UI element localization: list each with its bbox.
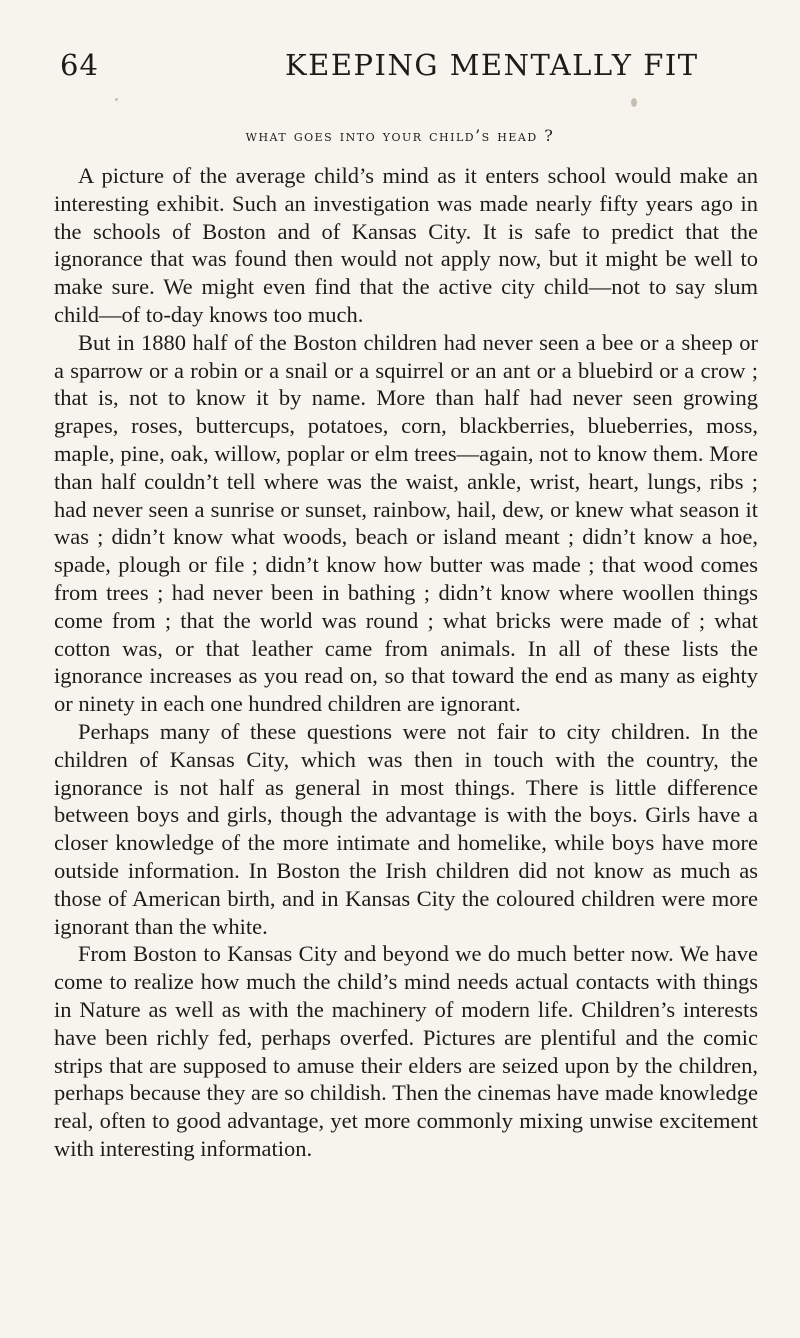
paragraph-4: From Boston to Kansas City and beyond we do much better now. We have come to realize how much the child’s mind needs actual contacts with things in Nature as well as with the machinery of modern life. Children’s interests have been richly fed, perhaps overfed. Pictures are plentiful and the comic strips that are supposed to amuse their elders are seized upon by the children, perhaps because they are so childish. Then the cinemas have made knowledge real, often to good advantage, yet more commonly mixing unwise excitement with interesting information.: [54, 941, 758, 1161]
body-text: [54, 162, 758, 1163]
running-head: [60, 48, 730, 88]
section-heading: what goes into your child’s head ?: [245, 126, 555, 145]
paper-speck: [631, 98, 637, 107]
paragraph-2: But in 1880 half of the Boston children had never seen a bee or a sheep or a sparrow or a robin or a snail or a squirrel or an ant or a bluebird or a crow ; that is, not to know it by name. More than half had never seen growing grapes, roses, buttercups, potatoes, corn, blackberries, blueberries, moss, maple, pine, oak, willow, poplar or elm trees—again, not to know them. More than half couldn’t tell where was the waist, ankle, wrist, heart, lungs, ribs ; had never seen a sunrise or sunset, rainbow, hail, dew, or knew what season it was ; didn’t know what woods, beach or island meant ; didn’t know a hoe, spade, plough or file ; didn’t know how butter was made ; that wood comes from trees ; had never been in bathing ; didn’t know where woollen things come from ; that the world was round ; what bricks were made of ; what cotton was, or that leather came from animals. In all of these lists the ignorance increases as you read on, so that toward the end as many as eighty or ninety in each one hundred children are ignorant.: [54, 329, 758, 717]
page-number: 64: [60, 48, 99, 82]
paragraph-3: Perhaps many of these questions were not fair to city children. In the children of Kansas City, which was then in touch with the country, the ignorance is not half as general in most things. There is little difference between boys and girls, though the advantage is with the boys. Girls have a closer knowledge of the more intimate and homelike, while boys have more outside information. In Boston the Irish children did not know as much as those of American birth, and in Kansas City the coloured children were more ignorant than the white.: [54, 718, 758, 939]
paragraph-1: A picture of the average child’s mind as it enters school would make an interesting exhibit. Such an investigation was made nearly fifty years ago in the schools of Boston and of Kansas City. It is safe to predict that the ignorance that was found then would not apply now, but it might be well to make sure. We might even find that the active city child—not to say slum child—of to-day knows too much.: [54, 163, 758, 327]
paper-speck: [115, 98, 118, 101]
running-title: KEEPING MENTALLY FIT: [285, 48, 699, 82]
